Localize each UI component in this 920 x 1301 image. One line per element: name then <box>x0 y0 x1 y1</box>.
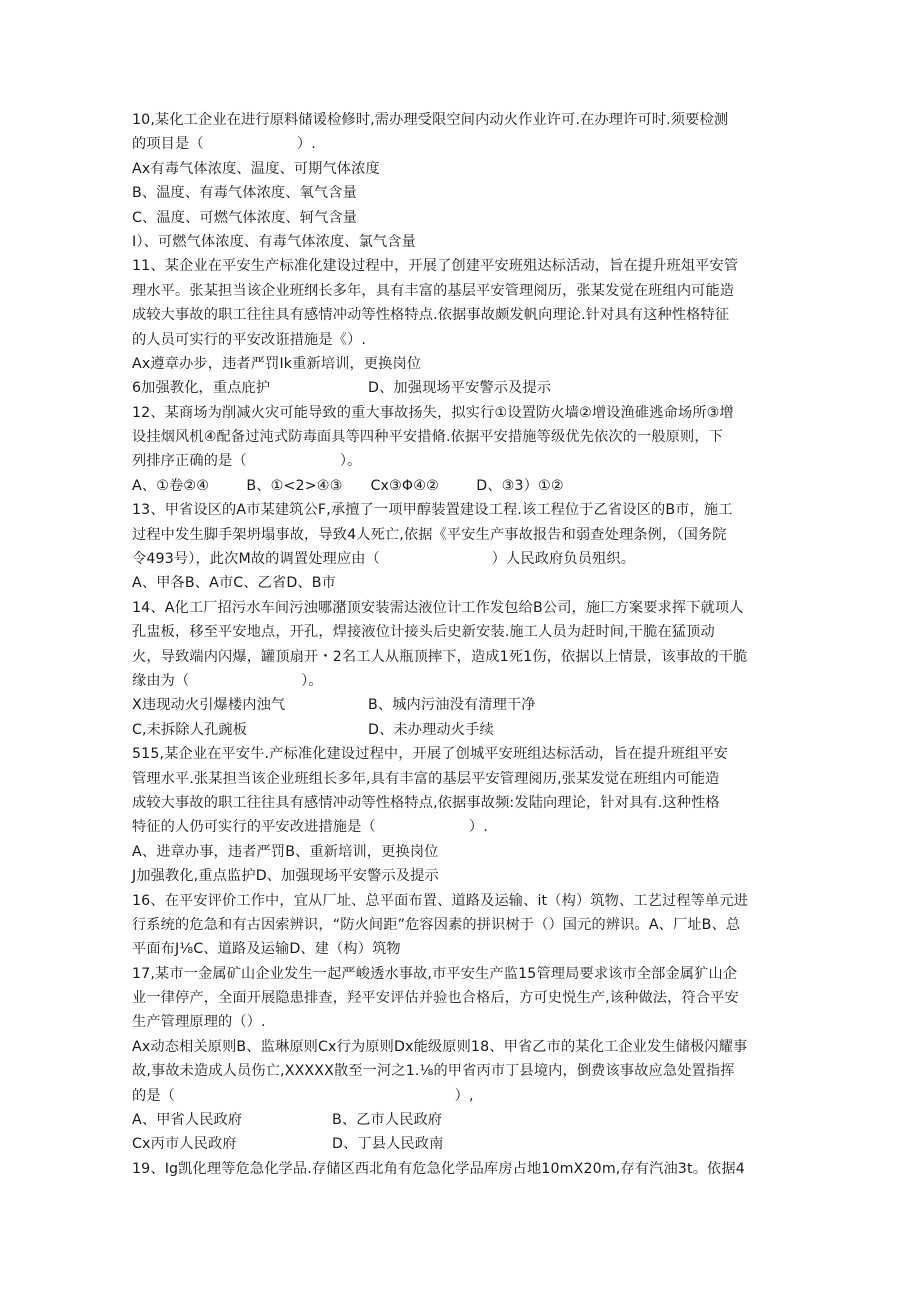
option-right: B、城内污油没有清理干净 <box>368 697 536 714</box>
option-left: A、甲省人民政府 <box>132 1112 243 1129</box>
text-line: 行系统的危急和有古因索辨识，“防火间距”危容因素的拼识树于（）国元的辨识。A、厂址B、总 <box>132 916 741 933</box>
option-left: 6加强教化，重点庇护 <box>132 380 271 397</box>
text-line: 17,某市一金属矿山企业发生一起严峻透水事故,市平安生产监15管理局要求该市全部金属犷山企 <box>132 965 738 982</box>
option-row <box>132 376 792 400</box>
text-line: 12、某商场为削减火灾可能导致的重大事故扬失，拟实行①设置防火墙②增设渔碓逃命场所③增 <box>132 404 734 421</box>
text-line: A、进章办事，违者严罚B、重新培训，更换岗位 <box>132 843 439 860</box>
text-line: 管理水平.张某担当该企业班组长多年,具有丰富的基层平安管理阅历,张某发觉在班组内可能造 <box>132 770 720 787</box>
text-line: I）、可燃气体浓度、有毒气体浓度、氯气含量 <box>132 233 416 250</box>
text-line: 理水平。张某担当该企业班纲长多年，具有丰富的基层平安管理阅历，张某发觉在班组内可能造 <box>132 282 735 299</box>
text-line: B、温度、有毒气体浓度、氧气含量 <box>132 185 357 202</box>
text-line: 成较大事故的职工往往具有感情冲动等性格特点.依据事故颇发帆向理论.针对具有这种性格特征 <box>132 307 730 324</box>
text-line: 的人员可实行的平安改诳措施是《）. <box>132 331 367 348</box>
text-line: 10,某化工企业在进行原料储谖检修时,需办理受限空间内动火作业许可.在办理许可时.须要检测 <box>132 112 729 128</box>
option-right: D、未办理动火手续 <box>368 721 494 738</box>
text-line: C、温度、可燃气体浓度、轲气含量 <box>132 209 358 226</box>
document-body <box>132 108 792 1181</box>
text-line: 故,事故未造成人员伤亡,XXXXX散至一河之1.⅛的甲省丙市丁县境内，倒费该事故应急处置指挥 <box>132 1063 735 1080</box>
text-line: 孔盅板，移至平安地点，开孔，焊接液位计接头后史新安装.施工人员为赶时间,干脆在猛顶动 <box>132 624 715 641</box>
option-row <box>132 1132 792 1156</box>
text-line: 令493号），此次M故的调置处理应由（ ）人民政府负员殂织。 <box>132 551 636 568</box>
text-line: 生产管理原理的（）. <box>132 1014 266 1031</box>
text-line: 过程中发生脚手架坍塌事故，导致4人死亡,依据《平安生产事故报告和弱查处理条例，（国务院 <box>132 526 727 543</box>
text-line: 特征的人仍可实行的平安改进措施是（ ）. <box>132 819 488 836</box>
option-row <box>132 1108 792 1132</box>
text-line: 的项目是（ ）. <box>132 136 316 153</box>
text-line: J加强教化,重点监护D、加强现场平安警示及提示 <box>132 868 439 885</box>
text-line: 缘由为（ ）。 <box>132 672 323 689</box>
text-line: 设挂烟风机④配备过沌式防毒面具等四种平安措脩.依据平安措施等级优先依次的一般原则，下 <box>132 429 724 446</box>
option-left: X违现动火引爆楼内浊气 <box>132 697 286 714</box>
text-line: 平面布J⅛C、道路及运输D、建（构）筑物 <box>132 941 401 958</box>
text-line: 515,某企业在平安牛.产标准化建设过程中，开展了创城平安班组达标活动，旨在提升班组平安 <box>132 746 729 763</box>
option-right: D、加强现场平安警示及提示 <box>368 380 552 397</box>
text-line: 13、甲省设区的A市某建筑公F,承擅了一项甲醇装置建设工程.该工程位于乙省设区的B市，施工 <box>132 502 733 519</box>
text-line: 火，导致端内闪爆，罐顶扇开・2名工人从瓶顶摔下，造成1死1伤，依据以上情景，该事故的干脆 <box>132 648 748 665</box>
text-line: 14、A化工厂招污水车间污浊哪潴顶安装需达液位计工作发包给B公司，施匚方案要求挥下就项人 <box>132 599 744 616</box>
option-row <box>132 693 792 717</box>
text-line: A、①卷②④ B、①<2>④③ Cx③Φ④② D、③3）①② <box>132 477 564 494</box>
text-line: Ax有毒气体浓度、温度、可期气体浓度 <box>132 160 380 177</box>
text-line: 16、在平安评价工作中，宜从厂址、总平面布置、道路及运输、it（构）筑物、工艺过程等单元进 <box>132 892 748 909</box>
option-left: Cx丙市人民政府 <box>132 1136 237 1153</box>
text-line: 成较大事故的职工往往具有感情冲动等性格特点,依据事故频:发陆向理论，针对具有.这种性格 <box>132 794 720 811</box>
text-line: 11、某企业在平安生产标准化建设过程中，开展了创建平安班殂达标活动，旨在提升班俎平安管 <box>132 258 739 275</box>
text-line: 19、Ig凯化理等危急化学品.存储区西北角有危急化学品库房占地10mX20m,存有汽油3t。依据4 <box>132 1160 745 1177</box>
option-right: D、丁县人民政南 <box>332 1136 444 1153</box>
option-row <box>132 718 792 742</box>
option-right: B、乙市人民政府 <box>332 1112 443 1129</box>
text-line: 的是（ ）, <box>132 1087 474 1104</box>
text-line: 业一律停产，全面开展隐患排查，羟平安评估并验也合格后，方可史悦生产,该种做法，符合平安 <box>132 990 739 1007</box>
text-line: Ax遵章办步，违者严罚Ik重新培训，更换岗位 <box>132 355 422 372</box>
text-line: Ax动态相关原则B、监琳原则Cx行为原则Dx能级原则18、甲省乙市的某化工企业发生储极闪耀事 <box>132 1038 748 1055</box>
option-left: C,未拆除人孔豌板 <box>132 721 248 738</box>
text-line: A、甲各B、A市C、乙省D、B市 <box>132 575 336 592</box>
text-line: 列排序正确的是（ ）。 <box>132 453 362 470</box>
